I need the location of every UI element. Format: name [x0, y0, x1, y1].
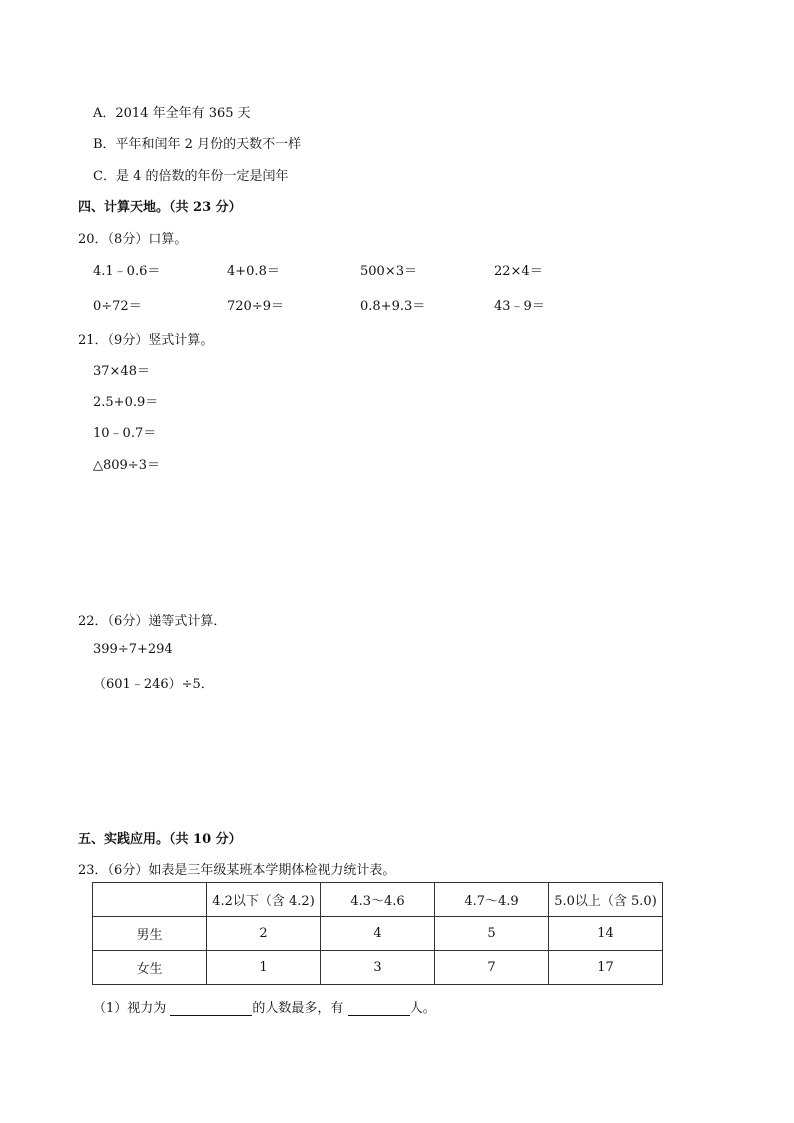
table-cell: 男生	[93, 917, 207, 951]
table-row	[93, 951, 663, 985]
q21-item: 37×48＝	[93, 364, 150, 379]
table-row	[93, 917, 663, 951]
q23-sub1-prefix: （1）视力为	[93, 1001, 167, 1016]
vision-table	[92, 882, 663, 985]
table-cell: 14	[549, 917, 663, 951]
q22-item: （601﹣246）÷5．	[93, 677, 214, 692]
table-cell: 4	[321, 917, 435, 951]
table-header-cell: 4.7～4.9	[435, 883, 549, 917]
table-header-row	[93, 883, 663, 917]
q23-sub1-middle: 的人数最多，有	[252, 1001, 344, 1016]
table-header-cell: 4.3～4.6	[321, 883, 435, 917]
q23-sub1-suffix: 人。	[409, 1001, 436, 1016]
q20-item: 500×3＝	[360, 264, 417, 279]
q23-sub1	[93, 997, 436, 1016]
q20-item: 0÷72＝	[93, 299, 142, 314]
q20-item: 43﹣9＝	[494, 299, 545, 314]
answer-blank[interactable]	[348, 1001, 410, 1016]
table-cell: 5	[435, 917, 549, 951]
q23-title: 23．（6分）如表是三年级某班本学期体检视力统计表。	[78, 863, 396, 878]
table-cell: 女生	[93, 951, 207, 985]
table-cell: 2	[207, 917, 321, 951]
q20-item: 4+0.8＝	[227, 264, 280, 279]
option-b: B．平年和闰年 2 月份的天数不一样	[93, 137, 302, 152]
q21-item: 2.5+0.9＝	[93, 395, 159, 410]
q20-title: 20．（8分）口算。	[78, 232, 188, 247]
answer-blank[interactable]	[170, 1001, 252, 1016]
section-5-title: 五、实践应用。（共 10 分）	[78, 832, 242, 847]
q21-item: △809÷3＝	[93, 458, 160, 473]
q20-item: 22×4＝	[494, 264, 543, 279]
table-cell: 17	[549, 951, 663, 985]
q22-item: 399÷7+294	[93, 642, 173, 657]
q20-item: 4.1﹣0.6＝	[93, 264, 161, 279]
q21-title: 21．（9分）竖式计算。	[78, 333, 214, 348]
option-a: A．2014 年全年有 365 天	[93, 106, 251, 121]
option-c: C．是 4 的倍数的年份一定是闰年	[93, 169, 289, 184]
table-cell: 1	[207, 951, 321, 985]
table-cell: 7	[435, 951, 549, 985]
q22-title: 22．（6分）递等式计算．	[78, 614, 227, 629]
section-4-title: 四、计算天地。（共 23 分）	[78, 200, 242, 215]
q20-item: 0.8+9.3＝	[360, 299, 426, 314]
q21-item: 10﹣0.7＝	[93, 426, 157, 441]
table-header-cell: 5.0以上（含 5.0)	[549, 883, 663, 917]
table-header-cell	[93, 883, 207, 917]
table-header-cell: 4.2以下（含 4.2)	[207, 883, 321, 917]
table-cell: 3	[321, 951, 435, 985]
q20-item: 720÷9＝	[227, 299, 284, 314]
